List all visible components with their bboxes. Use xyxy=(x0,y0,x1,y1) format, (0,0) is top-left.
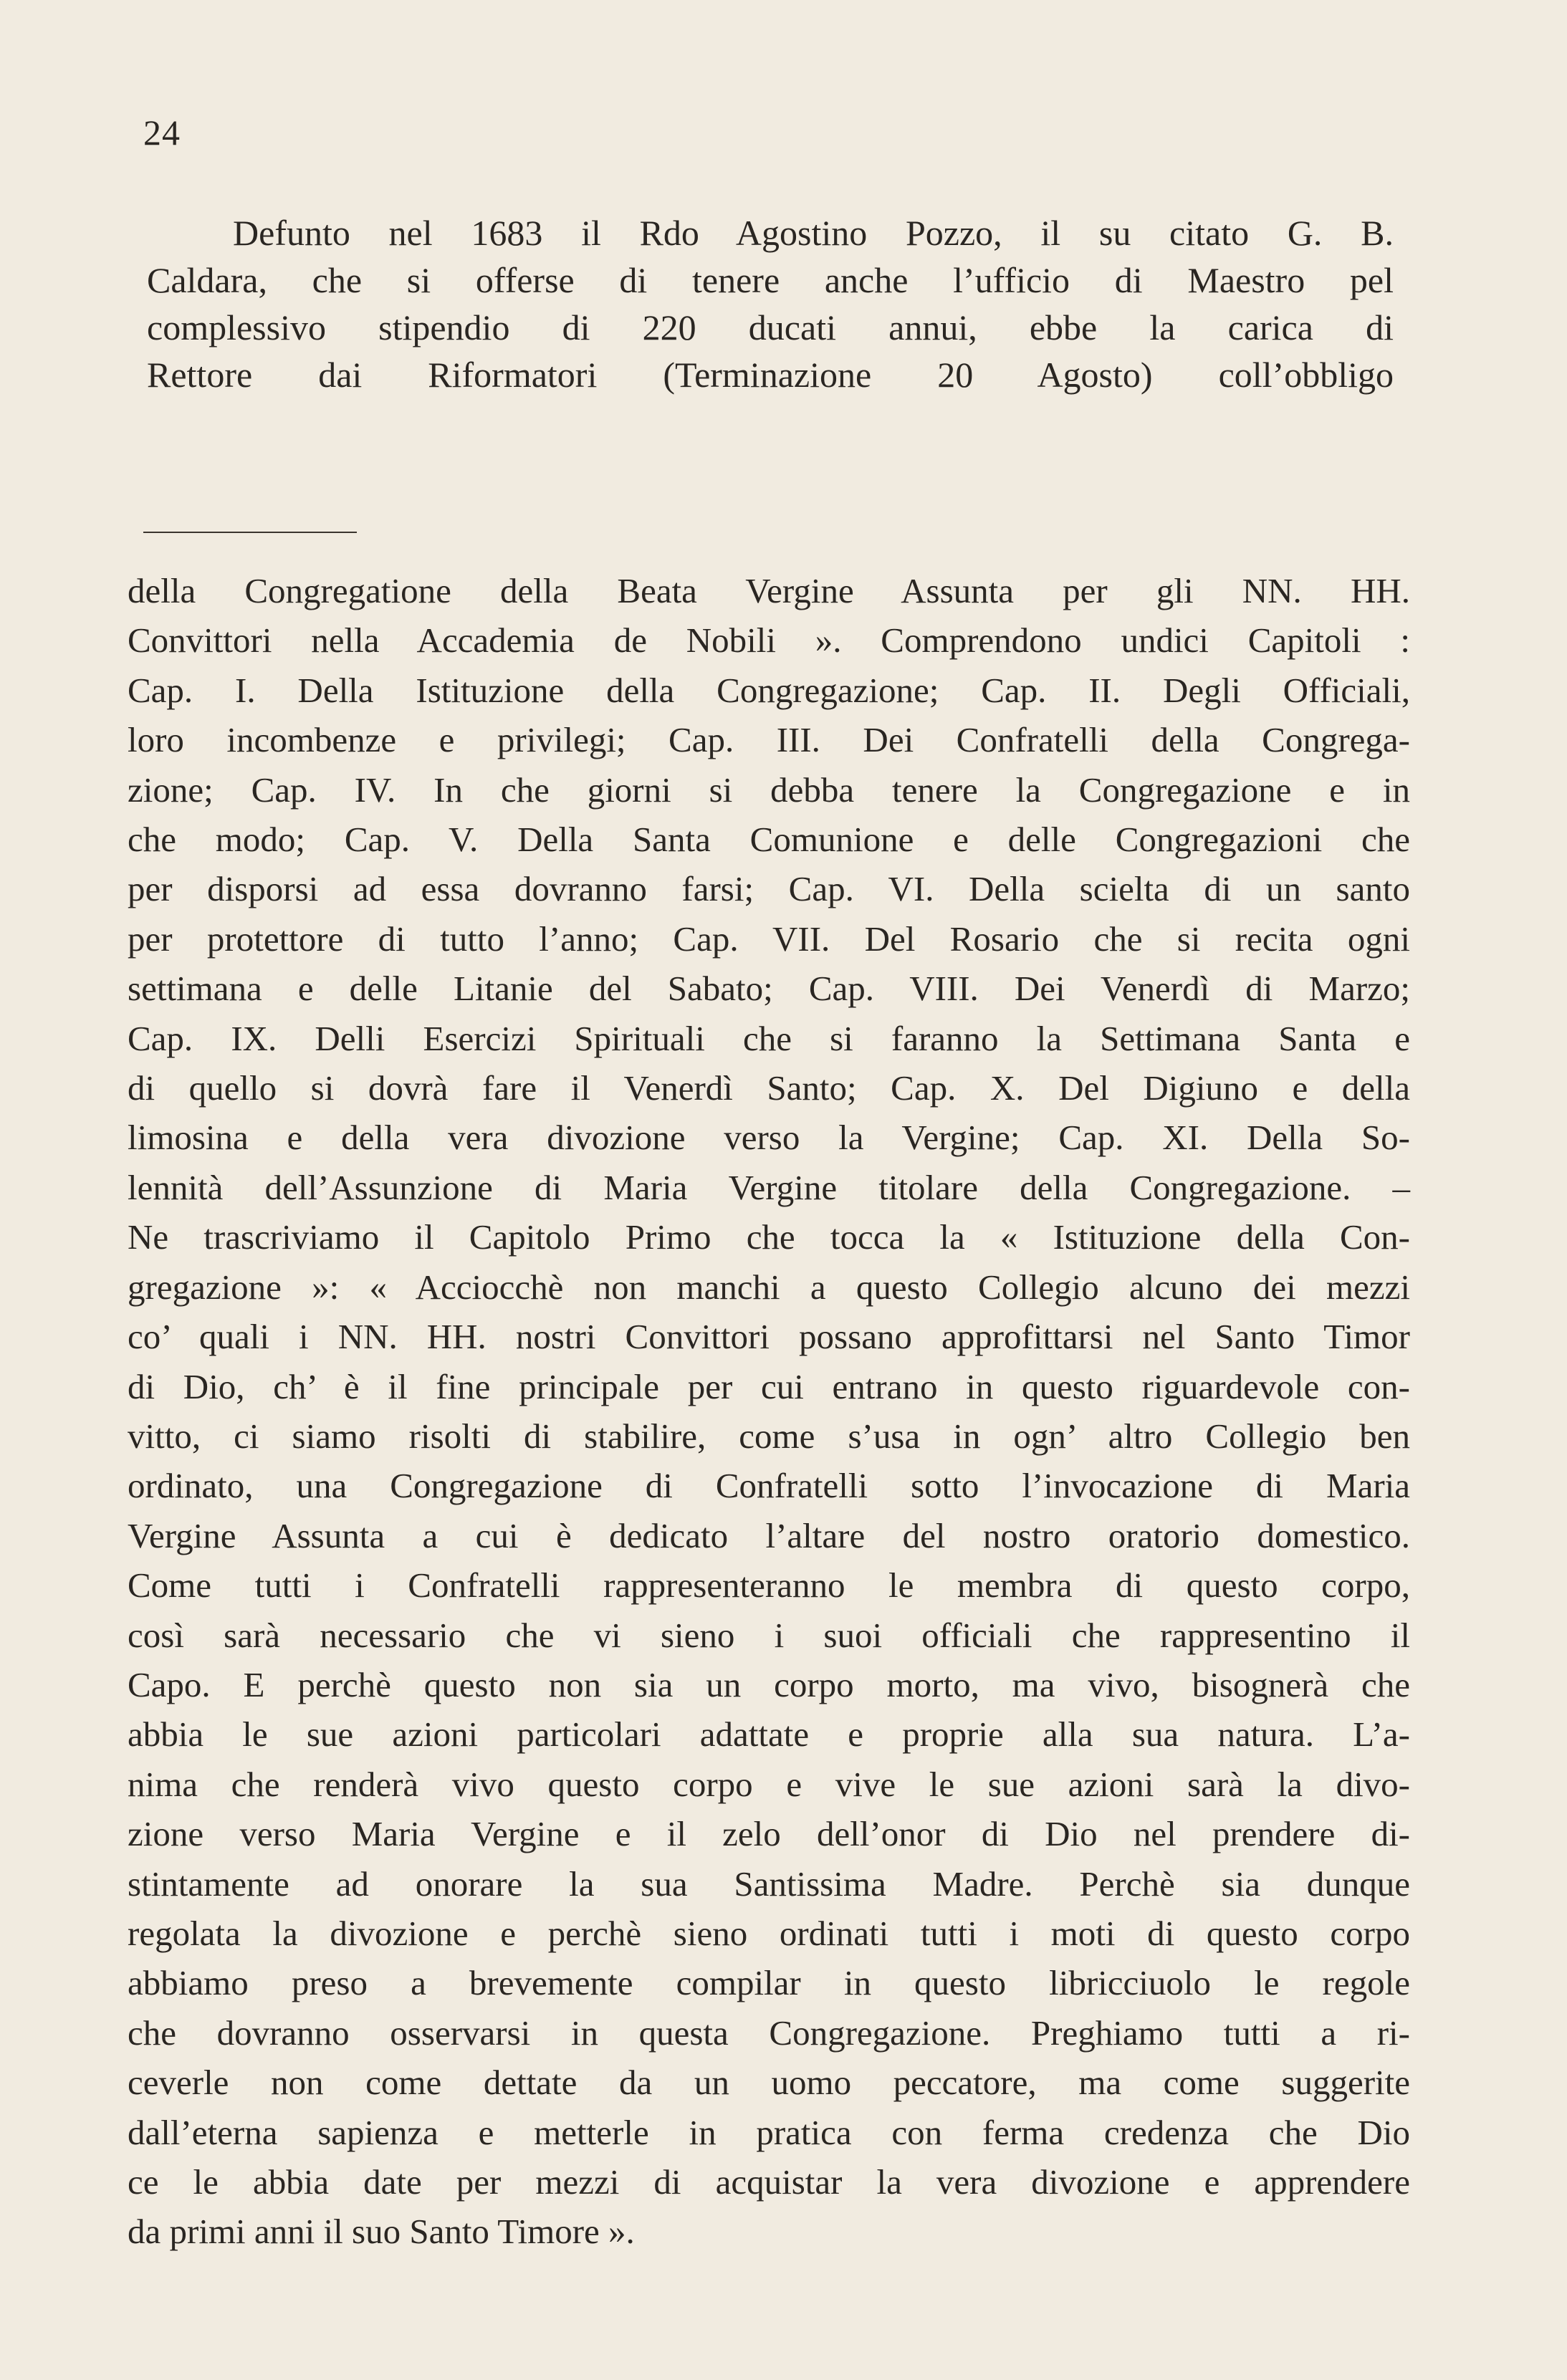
footnote-line: così sarà necessario che vi sieno i suoi officiali che rappresentino il xyxy=(128,1615,1410,1655)
main-text-line: Rettore dai Riformatori (Terminazione 20 Agosto) coll’obbligo xyxy=(147,355,1394,395)
footnote-line: di quello si dovrà fare il Venerdì Santo; Cap. X. Del Digiuno e della xyxy=(128,1068,1410,1108)
footnote-line: abbia le sue azioni particolari adattate e proprie alla sua natura. L’a- xyxy=(128,1714,1410,1755)
footnote-line: co’ quali i NN. HH. nostri Convittori possano approfittarsi nel Santo Timor xyxy=(128,1317,1410,1357)
main-text-line: Defunto nel 1683 il Rdo Agostino Pozzo, il su citato G. B. xyxy=(233,213,1394,253)
footnote-line: ce le abbia date per mezzi di acquistar la vera divozione e apprendere xyxy=(128,2162,1410,2202)
footnote-line: Come tutti i Confratelli rappresenteranno le membra di questo corpo, xyxy=(128,1565,1410,1606)
footnote-line: ceverle non come dettate da un uomo peccatore, ma come suggerite xyxy=(128,2063,1410,2103)
main-text-line: Caldara, che si offerse di tenere anche l’ufficio di Maestro pel xyxy=(147,260,1394,300)
footnote-line: nima che renderà vivo questo corpo e vive le sue azioni sarà la divo- xyxy=(128,1764,1410,1804)
footnote-line: zione verso Maria Vergine e il zelo dell’onor di Dio nel prendere di- xyxy=(128,1814,1410,1854)
footnote-line: Ne trascriviamo il Capitolo Primo che tocca la « Istituzione della Con- xyxy=(128,1217,1410,1257)
main-paragraph xyxy=(147,209,1394,398)
footnote-line: Cap. IX. Delli Esercizi Spirituali che si faranno la Settimana Santa e xyxy=(128,1018,1410,1058)
footnote-line: zione; Cap. IV. In che giorni si debba tenere la Congregazione e in xyxy=(128,769,1410,810)
footnote-line: loro incombenze e privilegi; Cap. III. Dei Confratelli della Congrega- xyxy=(128,720,1410,760)
footnote-line: da primi anni il suo Santo Timore ». xyxy=(128,2212,635,2252)
footnote-line: lennità dell’Assunzione di Maria Vergine titolare della Congregazione. – xyxy=(128,1167,1410,1207)
page-number: 24 xyxy=(143,112,181,153)
footnote-line: Cap. I. Della Istituzione della Congregazione; Cap. II. Degli Officiali, xyxy=(128,670,1410,710)
footnote-line: gregazione »: « Acciocchè non manchi a questo Collegio alcuno dei mezzi xyxy=(128,1267,1410,1307)
footnote-line: regolata la divozione e perchè sieno ordinati tutti i moti di questo corpo xyxy=(128,1913,1410,1953)
footnote-separator-rule xyxy=(143,532,357,533)
footnote-line: Capo. E perchè questo non sia un corpo morto, ma vivo, bisognerà che xyxy=(128,1664,1410,1704)
footnote-line: di Dio, ch’ è il fine principale per cui entrano in questo riguardevole con- xyxy=(128,1366,1410,1406)
footnote-line: abbiamo preso a brevemente compilar in questo libricciuolo le regole xyxy=(128,1963,1410,2003)
footnote-line: stintamente ad onorare la sua Santissima Madre. Perchè sia dunque xyxy=(128,1863,1410,1904)
footnote-line: settimana e delle Litanie del Sabato; Cap. VIII. Dei Venerdì di Marzo; xyxy=(128,969,1410,1009)
footnote-line: Convittori nella Accademia de Nobili ». Comprendono undici Capitoli : xyxy=(128,620,1410,661)
footnote-line: della Congregatione della Beata Vergine Assunta per gli NN. HH. xyxy=(128,571,1410,610)
footnote-line: che dovranno osservarsi in questa Congregazione. Preghiamo tutti a ri- xyxy=(128,2012,1410,2053)
footnote-line: per protettore di tutto l’anno; Cap. VII. Del Rosario che si recita ogni xyxy=(128,918,1410,959)
footnote-line: dall’eterna sapienza e metterle in pratica con ferma credenza che Dio xyxy=(128,2112,1410,2152)
footnote xyxy=(128,566,1410,2257)
footnote-line: limosina e della vera divozione verso la Vergine; Cap. XI. Della So- xyxy=(128,1118,1410,1158)
main-text-line: complessivo stipendio di 220 ducati annui, ebbe la carica di xyxy=(147,307,1394,347)
footnote-line: vitto, ci siamo risolti di stabilire, come s’usa in ogn’ altro Collegio ben xyxy=(128,1416,1410,1456)
footnote-line: ordinato, una Congregazione di Confratelli sotto l’invocazione di Maria xyxy=(128,1466,1410,1506)
footnote-line: Vergine Assunta a cui è dedicato l’altare del nostro oratorio domestico. xyxy=(128,1515,1410,1555)
footnote-line: per disporsi ad essa dovranno farsi; Cap. VI. Della scielta di un santo xyxy=(128,869,1410,909)
footnote-line: che modo; Cap. V. Della Santa Comunione e delle Congregazioni che xyxy=(128,820,1410,860)
